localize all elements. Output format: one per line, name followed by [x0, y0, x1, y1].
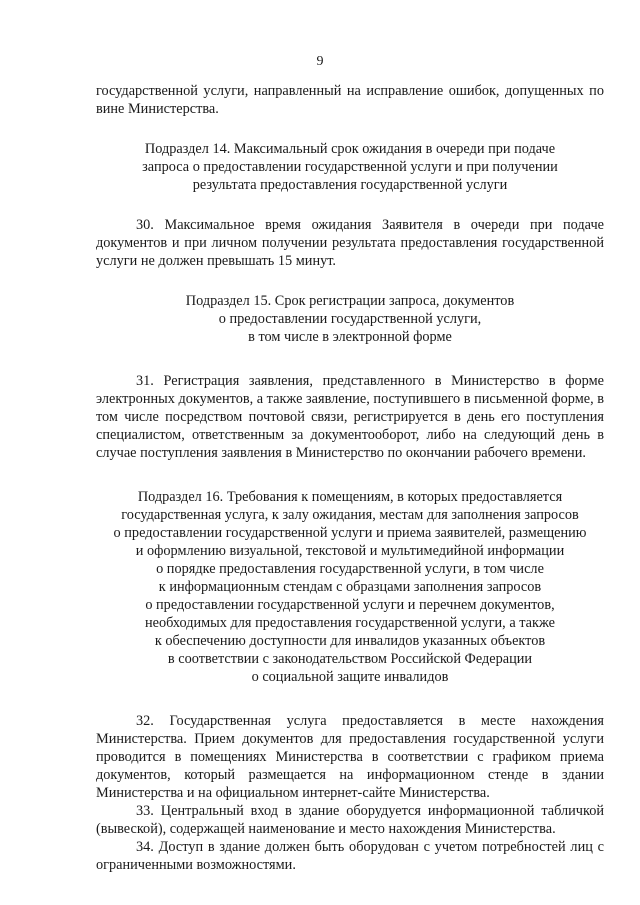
paragraph-continuation: государственной услуги, направленный на исправление ошибок, допущенных по вине Министерства.: [96, 83, 604, 117]
heading-line: запроса о предоставлении государственной услуги и при получении: [142, 159, 558, 175]
paragraph-30: 30. Максимальное время ожидания Заявителя в очереди при подаче документов и при личном получении результата предоставления государственной услуги не должен превышать 15 минут.: [96, 217, 604, 269]
heading-line: результата предоставления государственной услуги: [192, 177, 508, 193]
heading-line: о предоставлении государственной услуги и перечнем документов,: [145, 597, 555, 613]
heading-line: о порядке предоставления государственной услуги, в том числе: [156, 561, 544, 577]
heading-line: о предоставлении государственной услуги,: [218, 311, 482, 327]
heading-line: к информационным стендам с образцами заполнения запросов: [158, 579, 542, 595]
heading-line: Подраздел 16. Требования к помещениям, в которых предоставляется: [137, 489, 563, 505]
page-number: 9: [316, 54, 324, 69]
heading-line: к обеспечению доступности для инвалидов указанных объектов: [154, 633, 546, 649]
paragraph-31: 31. Регистрация заявления, представленного в Министерство в форме электронных документов, а также заявление, поступившего в письменной форме, в том числе посредством почтовой связи, регистрируется в день его поступления специалистом, ответственным за документооборот, либо на следующий день в случае поступления заявления в Министерство по окончании рабочего времени.: [96, 373, 604, 461]
heading-line: и оформлению визуальной, текстовой и мультимедийной информации: [135, 543, 565, 559]
subsection-14-heading: [96, 140, 604, 194]
heading-line: о социальной защите инвалидов: [251, 669, 449, 685]
heading-line: необходимых для предоставления государственной услуги, а также: [145, 615, 555, 631]
paragraph-32: 32. Государственная услуга предоставляется в месте нахождения Министерства. Прием документов для предоставления государственной услуги проводится в помещениях Министерства в соответствии с графиком приема документов, который размещается на информационном стенде в здании Министерства и на официальном интернет-сайте Министерства.: [96, 713, 604, 801]
heading-line: Подраздел 15. Срок регистрации запроса, документов: [185, 293, 515, 309]
paragraph-34: 34. Доступ в здание должен быть оборудован с учетом потребностей лиц с ограниченными возможностями.: [96, 839, 604, 873]
subsection-15-heading: [96, 292, 604, 346]
document-body: [96, 82, 604, 874]
heading-line: государственная услуга, к залу ожидания, местам для заполнения запросов: [121, 507, 579, 523]
heading-line: в соответствии с законодательством Российской Федерации: [167, 651, 533, 667]
paragraph-33: 33. Центральный вход в здание оборудуется информационной табличкой (вывеской), содержащей наименование и место нахождения Министерства.: [96, 803, 604, 837]
heading-line: о предоставлении государственной услуги и приема заявителей, размещению: [113, 525, 587, 541]
heading-line: Подраздел 14. Максимальный срок ожидания в очереди при подаче: [144, 141, 556, 157]
heading-line: в том числе в электронной форме: [248, 329, 452, 345]
subsection-16-heading: [96, 488, 604, 686]
